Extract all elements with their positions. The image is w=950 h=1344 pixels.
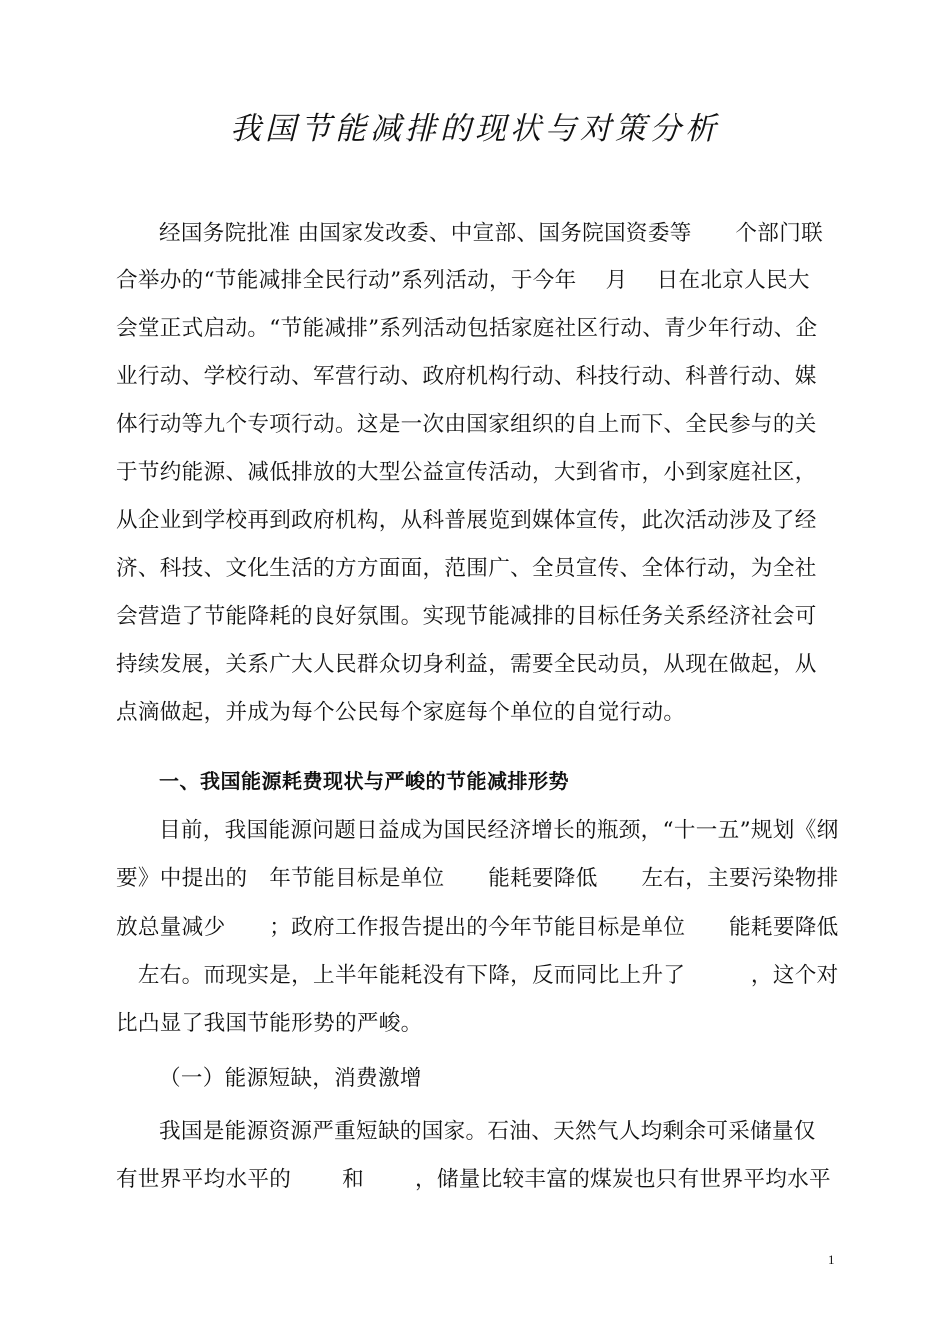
subsection-heading: （一）能源短缺，消费激增 [159,1066,422,1091]
paragraph-line: 放总量减少 ；政府工作报告提出的今年节能目标是单位 能耗要降低 [116,915,839,940]
paragraph-line: 会营造了节能降耗的良好氛围。实现节能减排的目标任务关系经济社会可 [116,604,817,629]
paragraph-line: 济、科技、文化生活的方方面面，范围广、全员宣传、全体行动，为全社 [116,556,817,581]
paragraph-line: 从企业到学校再到政府机构，从科普展览到媒体宣传，此次活动涉及了经 [116,508,817,533]
paragraph-line: 比凸显了我国节能形势的严峻。 [116,1011,423,1036]
paragraph-line: 持续发展，关系广大人民群众切身利益，需要全民动员，从现在做起，从 [116,652,817,677]
paragraph-line: 我国是能源资源严重短缺的国家。石油、天然气人均剩余可采储量仅 [159,1119,816,1144]
paragraph-line: 经国务院批准 由国家发改委、中宣部、国务院国资委等 个部门联 [159,221,823,246]
paragraph-line: 会堂正式启动。“节能减排”系列活动包括家庭社区行动、青少年行动、企 [116,316,818,341]
paragraph-line: 业行动、学校行动、军营行动、政府机构行动、科技行动、科普行动、媒 [116,364,817,389]
paragraph-line: 有世界平均水平的 和 ，储量比较丰富的煤炭也只有世界平均水平 [116,1167,831,1192]
paragraph-line: 左右。而现实是，上半年能耗没有下降，反而同比上升了 ，这个对 [116,963,839,988]
paragraph-line: 于节约能源、减低排放的大型公益宣传活动，大到省市，小到家庭社区， [116,460,817,485]
page-number: 1 [828,1252,835,1267]
paragraph-line: 目前，我国能源问题日益成为国民经济增长的瓶颈，“十一五”规划《纲 [159,818,839,843]
paragraph-line: 点滴做起，并成为每个公民每个家庭每个单位的自觉行动。 [116,700,686,725]
paragraph-line: 要》中提出的 年节能目标是单位 能耗要降低 左右，主要污染物排 [116,866,839,891]
paragraph-line: 合举办的“节能减排全民行动”系列活动，于今年 月 日在北京人民大 [116,268,810,293]
section-heading: 一、我国能源耗费现状与严峻的节能减排形势 [159,769,569,793]
paragraph-line: 体行动等九个专项行动。这是一次由国家组织的自上而下、全民参与的关 [116,412,817,437]
document-title: 我国节能减排的现状与对策分析 [230,111,720,147]
